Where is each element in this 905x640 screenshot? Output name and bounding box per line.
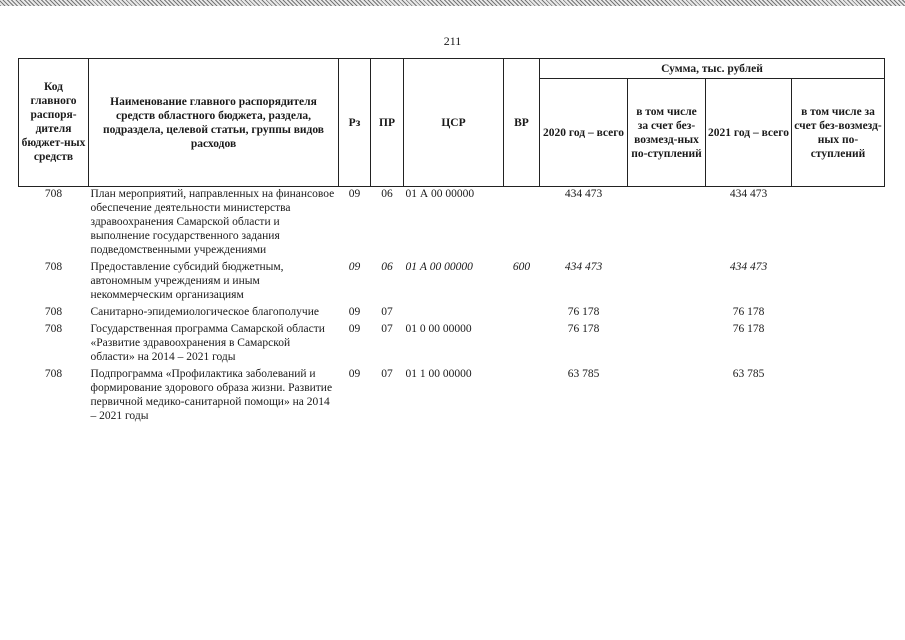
header-csr: ЦСР (404, 59, 504, 187)
row-code: 708 (44, 188, 63, 200)
header-vr: ВР (504, 59, 540, 187)
row-total-2020: 63 785 (567, 368, 600, 380)
header-gratuitous-2021: в том числе за счет без-возмезд-ных по-ступлений (792, 79, 885, 187)
header-total-2021: 2021 год – всего (706, 79, 792, 187)
page-number: 211 (443, 34, 462, 48)
table-row (19, 260, 885, 305)
header-pr: ПР (371, 59, 404, 187)
row-pr: 06 (381, 261, 393, 273)
row-vr (504, 305, 540, 322)
row-csr: 01 А 00 00000 (405, 261, 473, 273)
row-name: Подпрограмма «Профилактика заболеваний и формирование здорового образа жизни. Развитие первичной медико-санитарной помощи» на 2014 – 2021 годы (90, 368, 333, 422)
row-csr: 01 0 00 00000 (405, 323, 472, 335)
row-total-2021: 434 473 (729, 188, 768, 200)
table-body (19, 187, 885, 427)
row-rz: 09 (348, 261, 361, 273)
row-csr (404, 305, 504, 322)
row-total-2020: 434 473 (564, 261, 603, 273)
row-vr (504, 322, 540, 367)
row-code: 708 (44, 368, 63, 380)
header-sum-group: Сумма, тыс. рублей (540, 59, 885, 79)
row-csr: 01 А 00 00000 (405, 188, 475, 200)
budget-table (18, 58, 885, 426)
row-gratuitous-2021 (792, 187, 885, 261)
row-rz: 09 (348, 188, 361, 200)
row-total-2020: 76 178 (567, 306, 600, 318)
row-gratuitous-2021 (792, 322, 885, 367)
row-total-2021: 63 785 (732, 368, 765, 380)
row-pr: 06 (381, 188, 393, 200)
row-vr (504, 367, 540, 426)
header-code: Код главного распоря-дителя бюджет-ных средств (19, 59, 89, 187)
row-gratuitous-2021 (792, 305, 885, 322)
row-rz: 09 (348, 306, 361, 318)
row-pr: 07 (381, 306, 393, 318)
row-pr: 07 (381, 323, 393, 335)
row-pr: 07 (381, 368, 393, 380)
row-total-2021: 76 178 (732, 323, 765, 335)
row-gratuitous-2021 (792, 260, 885, 305)
row-vr (504, 187, 540, 261)
table-header (19, 59, 885, 187)
header-gratuitous-2020: в том числе за счет без-возмезд-ных по-ступлений (628, 79, 706, 187)
row-rz: 09 (348, 323, 361, 335)
table-row (19, 367, 885, 426)
row-name: Предоставление субсидий бюджетным, автономным учреждениям и иным некоммерческим организациям (90, 261, 284, 301)
row-total-2021: 76 178 (732, 306, 765, 318)
row-code: 708 (44, 261, 63, 273)
table-row (19, 187, 885, 261)
row-gratuitous-2020 (628, 367, 706, 426)
row-total-2020: 434 473 (564, 188, 603, 200)
row-code: 708 (44, 323, 63, 335)
row-code: 708 (44, 306, 63, 318)
row-gratuitous-2020 (628, 187, 706, 261)
row-csr: 01 1 00 00000 (405, 368, 472, 380)
row-gratuitous-2020 (628, 260, 706, 305)
header-rz: Рз (339, 59, 371, 187)
row-gratuitous-2021 (792, 367, 885, 426)
row-total-2021: 434 473 (729, 261, 768, 273)
scan-edge-artifact (0, 0, 905, 6)
row-name: План мероприятий, направленных на финансовое обеспечение деятельности министерства здравоохранения Самарской области и выполнение государственного задания подведомственными учреждениями (90, 188, 335, 256)
row-gratuitous-2020 (628, 322, 706, 367)
row-vr: 600 (512, 261, 531, 273)
row-gratuitous-2020 (628, 305, 706, 322)
row-name: Государственная программа Самарской области «Развитие здравоохранения в Самарской области» на 2014 – 2021 годы (90, 323, 325, 363)
header-name: Наименование главного распорядителя средств областного бюджета, раздела, подраздела, целевой статьи, группы видов расходов (89, 59, 339, 187)
table-row (19, 322, 885, 367)
row-total-2020: 76 178 (567, 323, 600, 335)
header-total-2020: 2020 год – всего (540, 79, 628, 187)
row-name: Санитарно-эпидемиологическое благополучие (90, 306, 319, 318)
row-rz: 09 (348, 368, 361, 380)
table-row (19, 305, 885, 322)
